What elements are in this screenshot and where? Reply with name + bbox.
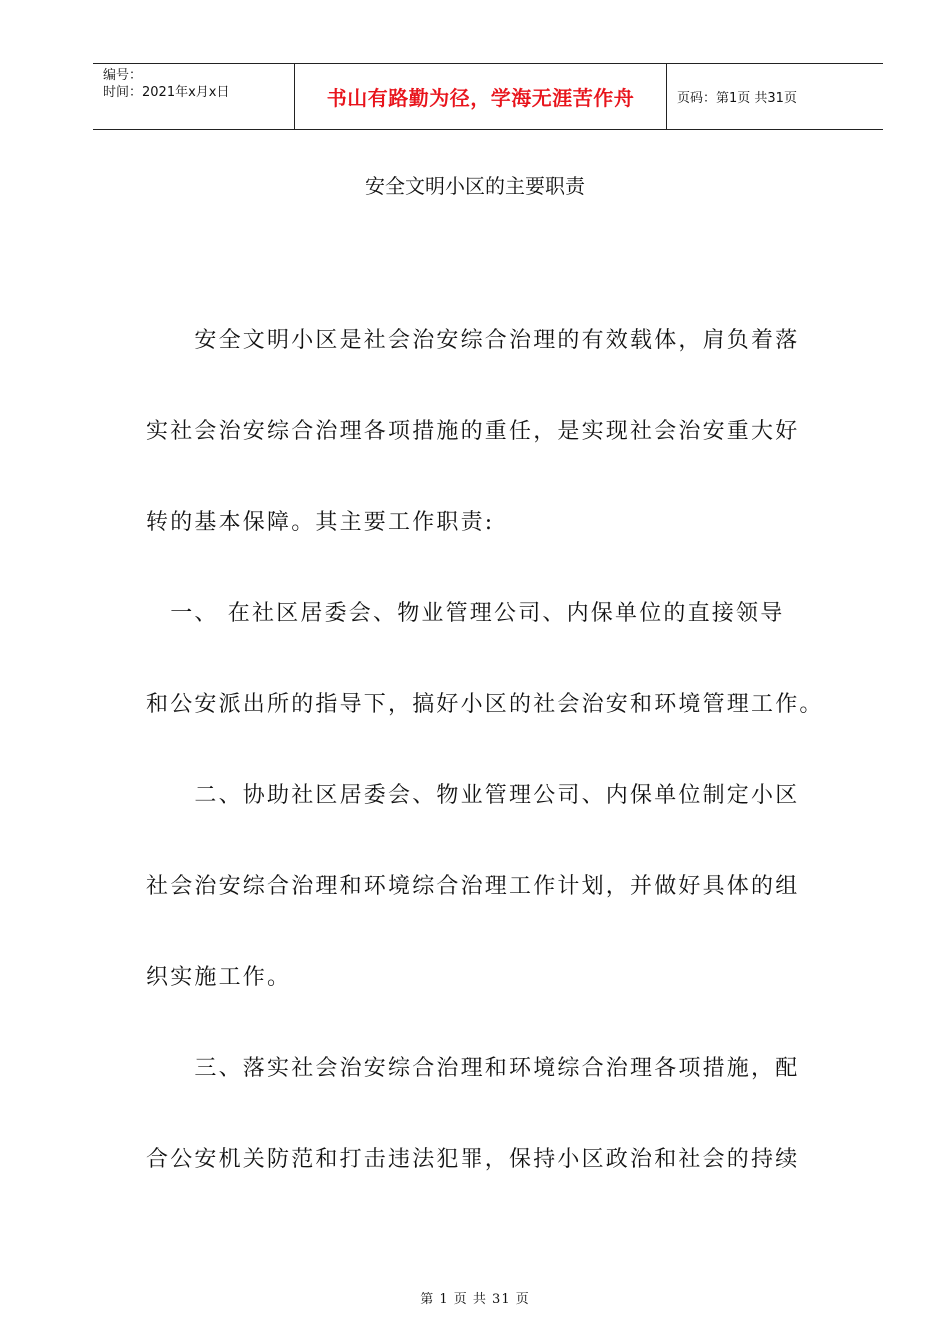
body-line: 社会治安综合治理和环境综合治理工作计划，并做好具体的组 — [146, 874, 800, 899]
body-line: 实社会治安综合治理各项措施的重任，是实现社会治安重大好 — [146, 419, 800, 444]
body-line: 安全文明小区是社会治安综合治理的有效载体，肩负着落 — [146, 328, 800, 353]
body-line: 二、协助社区居委会、物业管理公司、内保单位制定小区 — [146, 783, 800, 808]
header-page-info: 页码：第1页 共31页 — [677, 91, 797, 106]
body-line: 合公安机关防范和打击违法犯罪，保持小区政治和社会的持续 — [146, 1147, 800, 1172]
body-line: 织实施工作。 — [146, 965, 292, 990]
body-line: 三、落实社会治安综合治理和环境综合治理各项措施，配 — [146, 1056, 800, 1081]
document-header — [93, 63, 883, 130]
header-meta — [93, 64, 295, 129]
number-label: 编号： — [103, 68, 143, 83]
body-line: 和公安派出所的指导下，搞好小区的社会治安和环境管理工作。 — [146, 692, 824, 717]
body-line: 转的基本保障。其主要工作职责: — [146, 510, 495, 535]
document-title: 安全文明小区的主要职责 — [365, 174, 585, 198]
body-line: 一、 在社区居委会、物业管理公司、内保单位的直接领导 — [146, 601, 785, 626]
header-motto: 书山有路勤为径，学海无涯苦作舟 — [295, 64, 667, 129]
document-body — [146, 318, 836, 1228]
time-label: 时间：2021年x月x日 — [103, 85, 230, 100]
page-footer: 第 1 页 共 31 页 — [420, 1292, 530, 1307]
